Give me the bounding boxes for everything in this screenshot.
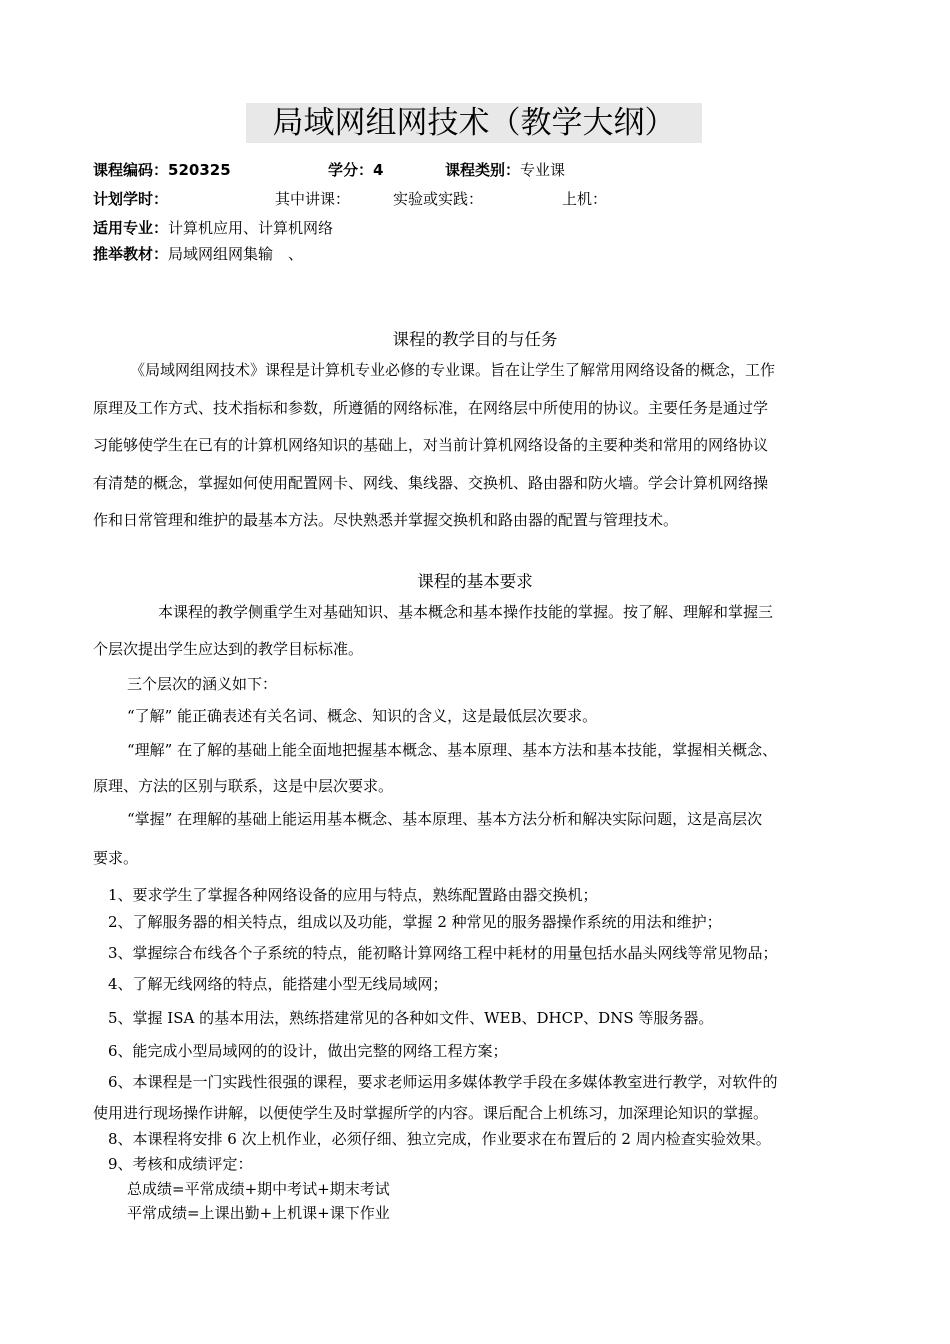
planned-hours-label: 计划学时： bbox=[93, 190, 169, 208]
requirement-item: 5、掌握 ISA 的基本用法，熟练搭建常见的各种如文件、WEB、DHCP、DNS 等服务器。 bbox=[108, 1009, 714, 1027]
requirements-line: 原理、方法的区别与联系，这是中层次要求。 bbox=[93, 777, 394, 795]
textbook-label: 推举教材： bbox=[93, 245, 169, 263]
course-code-value: 520325 bbox=[168, 161, 231, 179]
lecture-hours-label: 其中讲课： bbox=[275, 190, 351, 208]
course-code-label: 课程编码： bbox=[93, 161, 169, 179]
major-row bbox=[93, 218, 333, 238]
major-label: 适用专业： bbox=[93, 219, 169, 237]
requirement-item: 4、了解无线网络的特点，能搭建小型无线局域网； bbox=[108, 975, 448, 993]
objectives-line: 习能够使学生在已有的计算机网络知识的基础上，对当前计算机网络设备的主要种类和常用的网络协议 bbox=[93, 436, 769, 454]
credit-row bbox=[328, 160, 383, 180]
requirement-item: 9、考核和成绩评定： bbox=[108, 1155, 253, 1173]
requirement-item: 8、本课程将安排 6 次上机作业，必须仔细、独立完成，作业要求在布置后的 2 周内检查实验效果。 bbox=[108, 1130, 771, 1148]
credit-value: 4 bbox=[373, 161, 384, 179]
requirements-line: “掌握” 在理解的基础上能运用基本概念、基本原理、基本方法分析和解决实际问题，这是高层次 bbox=[127, 810, 763, 828]
objectives-line: 作和日常管理和维护的最基本方法。尽快熟悉并掌握交换机和路由器的配置与管理技术。 bbox=[93, 511, 679, 529]
course-type-value: 专业课 bbox=[520, 161, 566, 179]
requirement-item: 使用进行现场操作讲解，以便使学生及时掌握所学的内容。课后配合上机练习，加深理论知识的掌握。 bbox=[93, 1104, 769, 1122]
grading-formula: 平常成绩=上课出勤+上机课+课下作业 bbox=[127, 1204, 390, 1222]
requirement-item: 2、了解服务器的相关特点，组成以及功能，掌握 2 种常见的服务器操作系统的用法和维护； bbox=[108, 913, 722, 931]
requirements-line: “了解” 能正确表述有关名词、概念、知识的含义，这是最低层次要求。 bbox=[127, 707, 598, 725]
objectives-line: 《局域网组网技术》课程是计算机专业必修的专业课。旨在让学生了解常用网络设备的概念，工作 bbox=[130, 361, 776, 379]
requirements-line: 本课程的教学侧重学生对基础知识、基本概念和基本操作技能的掌握。按了解、理解和掌握三 bbox=[158, 603, 774, 621]
textbook-value: 局域网组网集输 、 bbox=[168, 245, 304, 263]
requirement-item: 3、掌握综合布线各个子系统的特点，能初略计算网络工程中耗材的用量包括水晶头网线等常见物品； bbox=[108, 944, 778, 962]
section-heading-objectives: 课程的教学目的与任务 bbox=[392, 330, 558, 349]
requirement-item: 6、能完成小型局域网的的设计，做出完整的网络工程方案； bbox=[108, 1042, 508, 1060]
requirements-line: 三个层次的涵义如下： bbox=[127, 675, 278, 693]
requirement-item: 6、本课程是一门实践性很强的课程，要求老师运用多媒体教学手段在多媒体教室进行教学，对软件的 bbox=[108, 1073, 778, 1091]
requirements-line: “理解” 在了解的基础上能全面地把握基本概念、基本原理、基本方法和基本技能，掌握相关概念、 bbox=[127, 741, 778, 759]
credit-label: 学分： bbox=[328, 161, 374, 179]
major-value: 计算机应用、计算机网络 bbox=[168, 219, 334, 237]
requirement-item: 1、要求学生了掌握各种网络设备的应用与特点，熟练配置路由器交换机； bbox=[108, 886, 598, 904]
section-heading-requirements: 课程的基本要求 bbox=[417, 572, 533, 591]
lab-hours-label: 实验或实践： bbox=[393, 190, 484, 208]
course-type-row bbox=[445, 160, 565, 180]
course-type-label: 课程类别： bbox=[445, 161, 521, 179]
document-title: 局域网组网技术（教学大纲） bbox=[246, 103, 702, 143]
objectives-line: 有清楚的概念，掌握如何使用配置网卡、网线、集线器、交换机、路由器和防火墙。学会计算机网络操 bbox=[93, 474, 769, 492]
requirements-line: 个层次提出学生应达到的教学目标标准。 bbox=[93, 640, 364, 658]
requirements-line: 要求。 bbox=[93, 849, 139, 867]
computer-hours-label: 上机： bbox=[562, 190, 608, 208]
course-code-row bbox=[93, 160, 231, 180]
grading-formula: 总成绩=平常成绩+期中考试+期末考试 bbox=[127, 1180, 390, 1198]
objectives-line: 原理及工作方式、技术指标和参数，所遵循的网络标准，在网络层中所使用的协议。主要任务是通过学 bbox=[93, 399, 769, 417]
textbook-row bbox=[93, 244, 303, 264]
